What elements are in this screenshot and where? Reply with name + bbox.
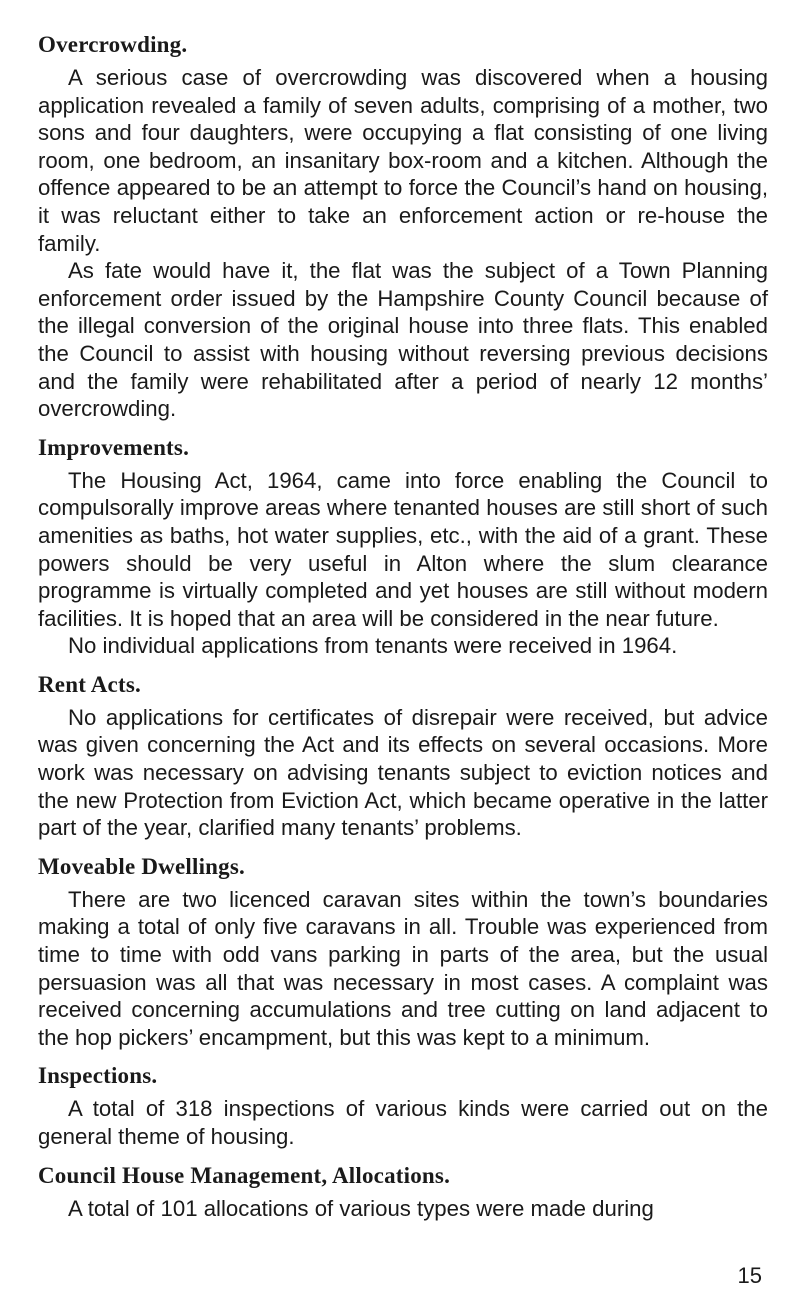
- paragraph: The Housing Act, 1964, came into force enabling the Council to compulsorally improve areas where tenanted houses are still short of such amenities as baths, hot water supplies, etc., with the aid of a grant. These powers should be very useful in Alton where the slum clearance programme is virtually completed and yet houses are still without modern facilities. It is hoped that an area will be considered in the near future.: [38, 467, 768, 631]
- section-improvements: [38, 433, 768, 660]
- paragraph: A serious case of overcrowding was discovered when a housing application revealed a family of seven adults, comprising of a mother, two sons and four daughters, were occupying a flat consisting of one living room, one bedroom, an insanitary box-room and a kitchen. Although the offence appeared to be an attempt to force the Council’s hand on housing, it was reluctant either to take an enforcement action or re-house the family.: [38, 65, 768, 256]
- heading-moveable-dwellings: Moveable Dwellings.: [38, 853, 245, 879]
- paragraph: As fate would have it, the flat was the subject of a Town Planning enforcement order issued by the Hampshire County Council because of the illegal conversion of the original house into three flats. This enabled the Council to assist with housing without reversing previous decisions and the family were rehabilitated after a period of nearly 12 months’ overcrowding.: [38, 258, 768, 422]
- paragraph: A total of 101 allocations of various types were made during: [68, 1195, 654, 1221]
- paragraph: There are two licenced caravan sites within the town’s boundaries making a total of only five caravans in all. Trouble was experienced from time to time with odd vans parking in parts of the area, but the usual persuasion was all that was necessary in most cases. A complaint was received concerning accumulations and tree cutting on land adjacent to the hop pickers’ encampment, but this was kept to a minimum.: [38, 886, 768, 1050]
- paragraph: A total of 318 inspections of various kinds were carried out on the general theme of housing.: [38, 1096, 768, 1149]
- paragraph: No applications for certificates of disrepair were received, but advice was given concerning the Act and its effects on several occasions. More work was necessary on advising tenants subject to eviction notices and the new Protection from Eviction Act, which became operative in the latter part of the year, clarified many tenants’ problems.: [38, 704, 768, 841]
- page-number: 15: [737, 1263, 762, 1288]
- section-council-house-management: [38, 1161, 768, 1223]
- heading-overcrowding: Overcrowding.: [38, 32, 188, 57]
- paragraph: No individual applications from tenants were received in 1964.: [68, 633, 678, 659]
- heading-rent-acts: Rent Acts.: [38, 671, 141, 697]
- heading-inspections: Inspections.: [38, 1063, 158, 1089]
- section-overcrowding: [38, 30, 768, 423]
- section-rent-acts: [38, 670, 768, 842]
- heading-improvements: Improvements.: [38, 434, 190, 460]
- heading-council-house-management: Council House Management, Allocations.: [38, 1162, 451, 1188]
- section-moveable-dwellings: [38, 852, 768, 1052]
- section-inspections: [38, 1061, 768, 1150]
- document-page: [38, 30, 768, 1222]
